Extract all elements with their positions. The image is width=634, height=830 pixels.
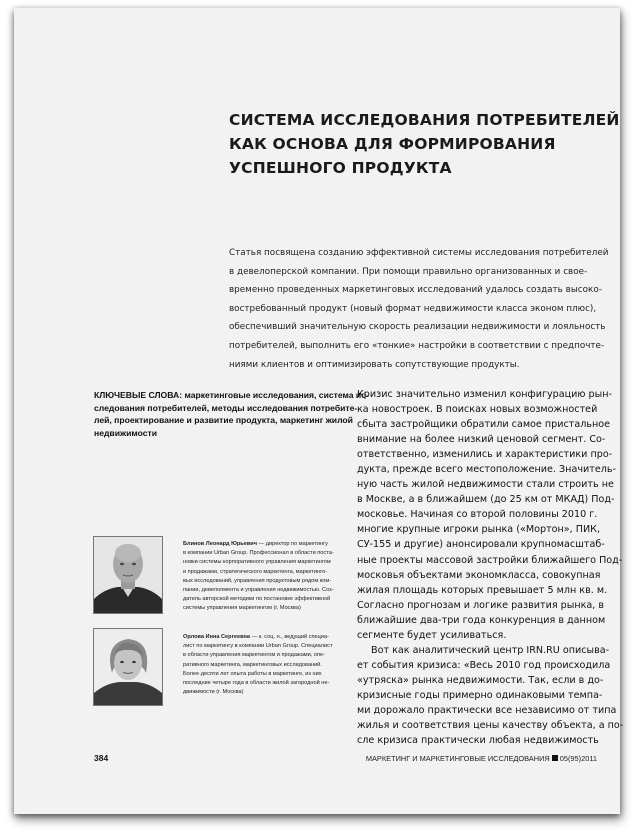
bio-first-line [183, 540, 348, 549]
article-abstract [229, 244, 625, 374]
keywords-line: следования потребителей, методы исследования потребите- [94, 402, 358, 413]
bio-line: лист по маркетингу в компании Urban Group. Специалист [183, 643, 333, 650]
magazine-page [14, 8, 624, 814]
abstract-line: в девелоперской компании. При помощи правильно организованных и свое- [229, 266, 588, 277]
author-name: Орлова Инна Сергеевна [183, 634, 251, 640]
bio-line: системы управления маркетингом (г. Москва) [183, 605, 301, 612]
body-line: ные проекты массовой застройки ближайшего Под- [357, 554, 623, 566]
keywords-line: недвижимости [94, 427, 158, 438]
body-line: сбыта застройщики обратили самое пристальное [357, 419, 611, 431]
body-line: жилая площадь которых превышает 5 млн кв. м. [357, 584, 608, 596]
body-line: внимание на более низкий ценовой сегмент. Со- [357, 434, 606, 446]
body-line: ную часть жилой недвижимости стали строить не [357, 479, 614, 491]
author-bio-orlova [183, 633, 348, 697]
author-bio-blinov [183, 540, 348, 614]
body-line: сегменте будет усиливаться. [357, 629, 507, 641]
issue-number: 05(95)2011 [559, 754, 597, 763]
abstract-line: временно проведенных маркетинговых исследований удалось создать высоко- [229, 285, 602, 296]
body-line: СУ-155 и другие) анонсировали крупномасштаб- [357, 539, 605, 551]
body-line: многие крупные игроки рынка («Мортон», ПИК, [357, 524, 601, 536]
abstract-line: потребителей, выполнить его «тонкие» настройки в соответствии с предпочте- [229, 340, 605, 351]
bio-line: пании, девелопмента и управления недвижимостью. Соз- [183, 587, 334, 594]
bio-line: в компании Urban Group. Профессионал в области поста- [183, 550, 334, 557]
body-line: сле кризиса практически любая недвижимость [357, 735, 599, 747]
body-line: ка новостроек. В поисках новых возможностей [357, 404, 598, 416]
body-line: Кризис значительно изменил конфигурацию рын- [357, 389, 612, 400]
bio-line: в области управления маркетингом и продажами, опе- [183, 652, 325, 659]
bio-first-line [183, 633, 348, 642]
body-line: жилья и соответствия цены качеству объекта, а по- [357, 720, 624, 732]
abstract-line: обеспечивший значительную скорость реализации недвижимости и лояльность [229, 322, 606, 333]
article-body [357, 387, 625, 748]
body-line: московье. Начиная со второй половины 2010 г. [357, 509, 598, 521]
abstract-line: востребованный продукт (новый формат недвижимости класса эконом плюс), [229, 303, 597, 314]
bio-line: новки системы корпоративного управления маркетингом [183, 559, 331, 566]
article-title [229, 108, 620, 180]
title-line: УСПЕШНОГО ПРОДУКТА [229, 159, 452, 177]
bio-line: вых исследований, управления продуктовым рядом ком- [183, 577, 332, 584]
bio-line: Более десяти лет опыта работы в маркетинге, из них [183, 670, 322, 677]
body-line: ближайшие два-три года конкуренция в данном [357, 614, 606, 626]
body-line: Согласно прогнозам и логике развития рынка, в [357, 599, 605, 611]
square-bullet-icon [552, 755, 558, 761]
bio-line: и продажами, стратегического маркетинга, маркетинго- [183, 568, 327, 575]
body-line: в Москве, а в ближайшем (до 25 км от МКАД) Под- [357, 494, 615, 506]
bio-line: последние четыре года в области жилой загородной не- [183, 680, 330, 687]
keywords-line: лей, проектирование и развитие продукта, маркетинг жилой [94, 415, 353, 425]
author-photo-orlova [93, 628, 163, 706]
bio-line: датель авторской методики по постановке эффективной [183, 596, 331, 603]
abstract-line: Статья посвящена созданию эффективной системы исследования потребителей [229, 248, 609, 258]
abstract-line: ниями клиентов и оптимизировать сопутствующие продукты. [229, 359, 520, 370]
keywords-line: КЛЮЧЕВЫЕ СЛОВА: маркетинговые исследования, система ис- [94, 390, 369, 400]
body-line: «утряска» рынка недвижимости. Так, если в до- [357, 674, 604, 686]
body-line: ет события кризиса: «Весь 2010 год происходила [357, 659, 611, 671]
body-line: дукта, прежде всего местоположение. Значитель- [357, 464, 616, 476]
journal-name: МАРКЕТИНГ И МАРКЕТИНГОВЫЕ ИССЛЕДОВАНИЯ [365, 754, 550, 763]
title-line: КАК ОСНОВА ДЛЯ ФОРМИРОВАНИЯ [229, 135, 556, 153]
body-line: кризисные годы примерно одинаковыми темпа- [357, 689, 603, 701]
keywords-block [94, 389, 369, 439]
bio-text: — к. соц. н., ведущий специа- [250, 634, 329, 640]
journal-footer [366, 754, 597, 763]
author-name: Блинов Леонард Юрьевич [183, 541, 257, 547]
page-number: 384 [94, 753, 109, 763]
body-line: московья объектами экономкласса, совокупная [357, 569, 601, 581]
bio-text: — директор по маркетингу [257, 541, 328, 547]
title-line: СИСТЕМА ИССЛЕДОВАНИЯ ПОТРЕБИТЕЛЕЙ [229, 111, 620, 129]
author-photo-blinov [93, 536, 163, 614]
bio-line: ративного маркетинга, маркетинговых исследований. [183, 661, 322, 668]
body-line: ми дорожало практически все независимо от типа [357, 704, 617, 716]
body-line: Вот как аналитический центр IRN.RU описыва- [371, 644, 610, 656]
body-line: ответственно, изменились и характеристики про- [357, 449, 613, 461]
bio-line: движимости (г. Москва) [183, 689, 244, 696]
